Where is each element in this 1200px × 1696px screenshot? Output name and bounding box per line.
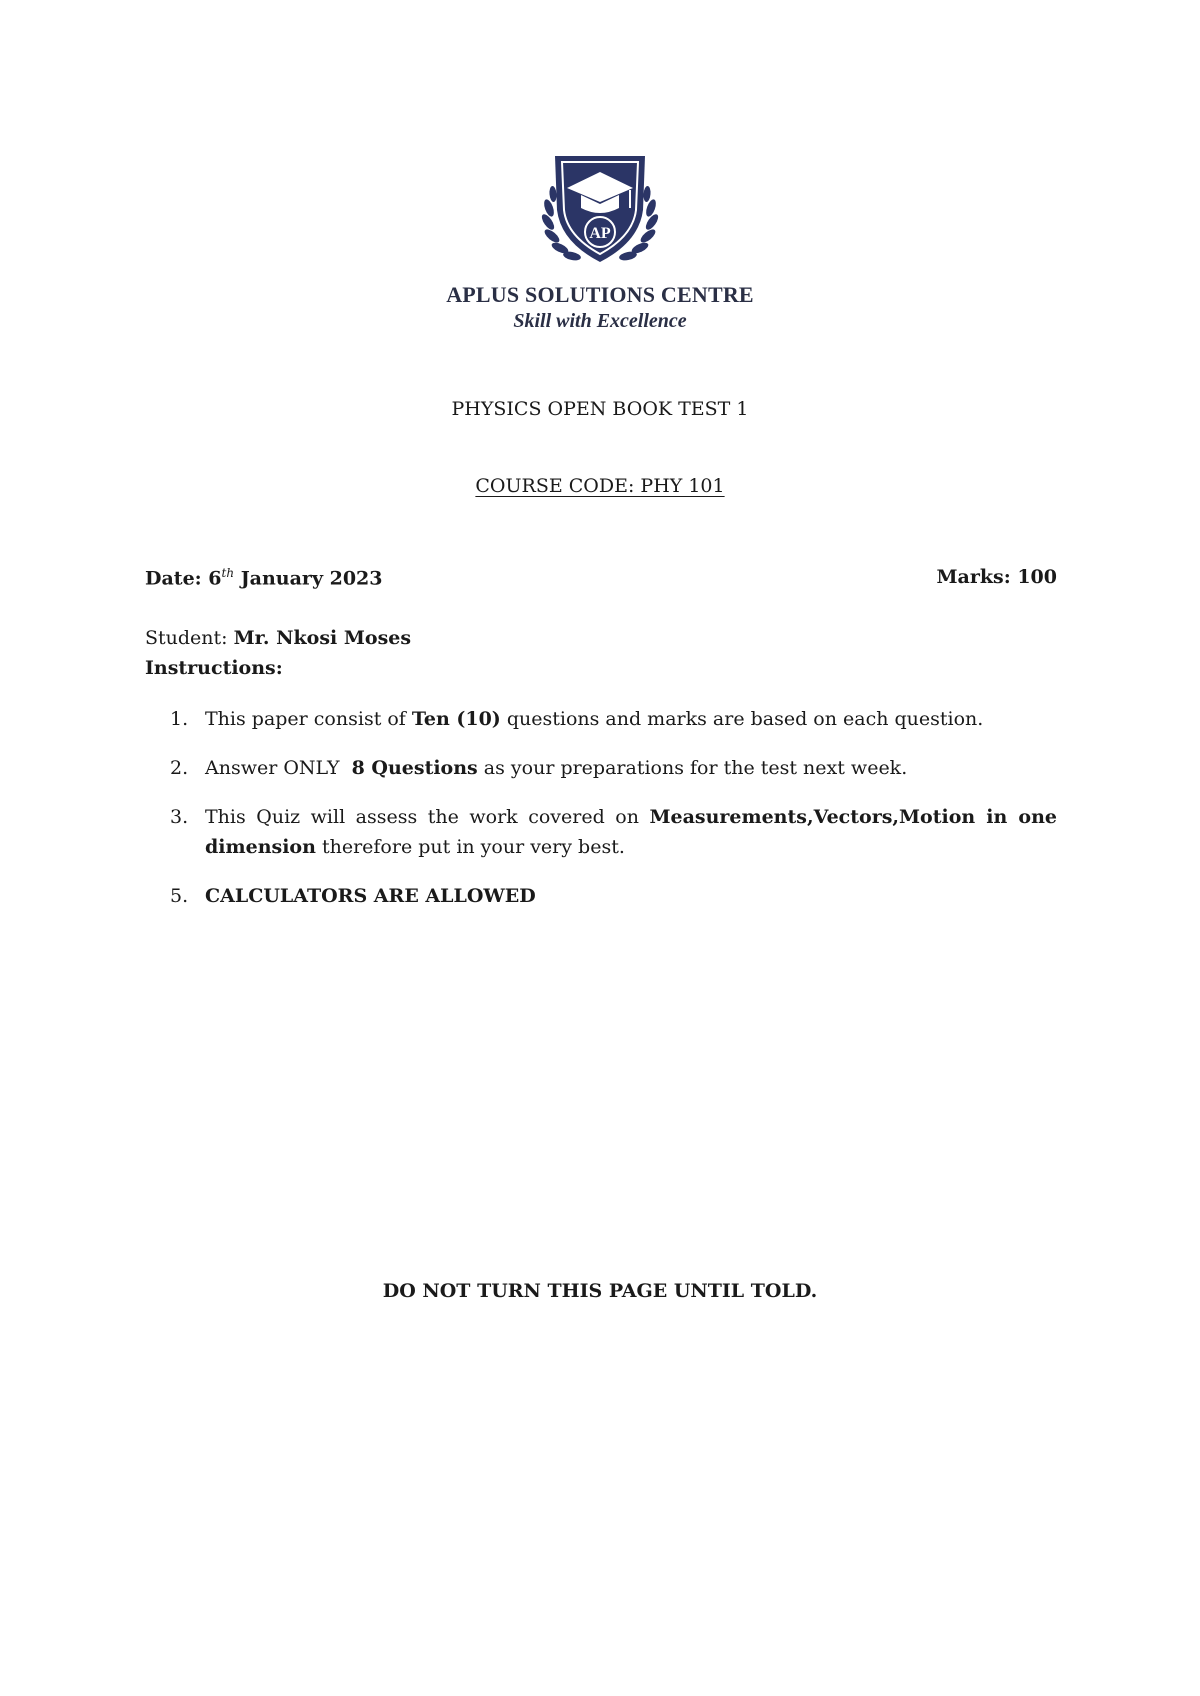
list-item-number: 2. (170, 757, 189, 779)
instructions-label: Instructions: (145, 657, 283, 679)
item-text-a: This paper consist of (205, 708, 412, 730)
item-text-c: therefore put in your very best. (315, 836, 625, 858)
student-line (145, 627, 411, 649)
list-item-number: 5. (170, 885, 189, 907)
shield-logo-icon (535, 150, 665, 270)
instructions-list (170, 704, 1057, 930)
item-text-a: Answer ONLY (205, 757, 352, 779)
test-title: PHYSICS OPEN BOOK TEST 1 (451, 398, 749, 420)
list-item-text (205, 802, 1057, 862)
org-tagline: Skill with Excellence (513, 310, 687, 332)
org-name: APLUS SOLUTIONS CENTRE (446, 282, 754, 307)
marks-field: Marks: 100 (936, 566, 1057, 588)
student-name: Mr. Nkosi Moses (233, 627, 412, 649)
item-text-bold: CALCULATORS ARE ALLOWED (205, 885, 536, 907)
logo-monogram: AP (589, 225, 611, 242)
item-text-c: as your preparations for the test next week. (477, 757, 908, 779)
list-item-number: 1. (170, 708, 189, 730)
list-item-text (205, 704, 1057, 734)
date-suffix: th (221, 566, 235, 580)
list-item (170, 753, 1057, 783)
item-text-bold: 8 Questions (351, 757, 478, 779)
date-label: Date: (145, 567, 209, 590)
course-code-text: COURSE CODE: PHY 101 (475, 475, 725, 497)
item-text-bold: Measurements,Vectors,Motion in one dimension (205, 806, 1057, 858)
list-item (170, 704, 1057, 734)
list-item (170, 802, 1057, 862)
item-text-a: This Quiz will assess the work covered on (205, 806, 650, 828)
meta-row (145, 566, 1057, 589)
list-item-text (205, 881, 1057, 911)
date-rest: January 2023 (234, 567, 383, 590)
student-label: Student: (145, 627, 234, 649)
item-text-c: questions and marks are based on each question. (500, 708, 984, 730)
warning-notice: DO NOT TURN THIS PAGE UNTIL TOLD. (382, 1280, 818, 1302)
date-day: 6 (208, 567, 222, 590)
list-item (170, 881, 1057, 911)
list-item-number: 3. (170, 806, 189, 828)
course-code (0, 475, 1200, 497)
list-item-text (205, 753, 1057, 783)
item-text-bold: Ten (10) (411, 708, 501, 730)
logo-container (0, 150, 1200, 270)
date-field (145, 566, 382, 589)
